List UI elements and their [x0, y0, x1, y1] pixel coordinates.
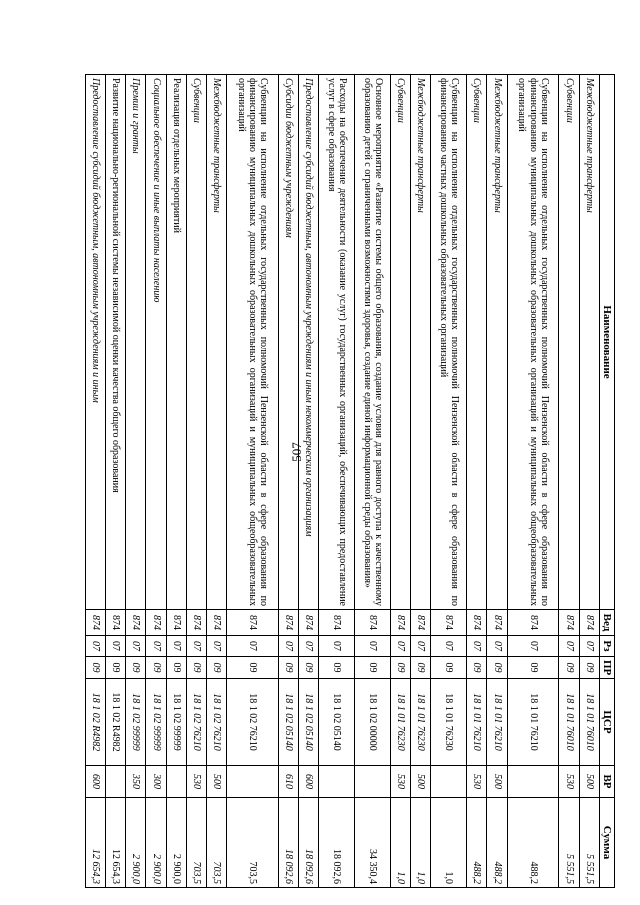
cell-ved: 874: [467, 610, 487, 636]
cell-sum: 488,2: [507, 798, 559, 888]
table-row: [226, 75, 278, 888]
table-row: [559, 75, 579, 888]
cell-sum: 703,5: [226, 798, 278, 888]
cell-rz: 07: [467, 636, 487, 657]
cell-csr: 18 1 01 76230: [411, 679, 431, 766]
cell-ved: 874: [391, 610, 411, 636]
cell-ved: 874: [298, 610, 318, 636]
cell-rz: 07: [507, 636, 559, 657]
cell-rz: 07: [431, 636, 467, 657]
cell-vr: [319, 766, 355, 798]
cell-vr: 300: [146, 766, 166, 798]
cell-vr: [355, 766, 391, 798]
cell-pr: 09: [206, 657, 226, 679]
cell-sum: 2 900,0: [166, 798, 186, 888]
cell-name: Предоставление субсидий бюджетным, автономным учреждениям и иным: [86, 75, 106, 610]
table-row: [106, 75, 126, 888]
cell-ved: 874: [186, 610, 206, 636]
cell-ved: 874: [431, 610, 467, 636]
cell-csr: 18 1 01 76230: [391, 679, 411, 766]
cell-rz: 07: [186, 636, 206, 657]
cell-vr: [507, 766, 559, 798]
cell-vr: 530: [186, 766, 206, 798]
cell-csr: 18 1 01 76210: [467, 679, 487, 766]
cell-ved: 874: [106, 610, 126, 636]
budget-table: [85, 74, 615, 888]
cell-name: Субвенции: [559, 75, 579, 610]
cell-vr: 500: [206, 766, 226, 798]
cell-ved: 874: [86, 610, 106, 636]
cell-name: Субсидии бюджетным учреждениям: [278, 75, 298, 610]
cell-pr: 09: [298, 657, 318, 679]
cell-rz: 07: [579, 636, 599, 657]
cell-csr: 18 1 01 76010: [559, 679, 579, 766]
cell-sum: 703,5: [206, 798, 226, 888]
cell-name: Субвенции на исполнение отдельных государственных полномочий Пензенской области в сфере образования по финансированию муниципальных дошкольных образовательных организаций и муниципальных общеобразовательных организаций: [507, 75, 559, 610]
cell-pr: 09: [106, 657, 126, 679]
cell-name: Межбюджетные трансферты: [411, 75, 431, 610]
header-name: Наименование: [599, 75, 614, 610]
cell-csr: 18 1 02 R4982: [86, 679, 106, 766]
cell-rz: 07: [355, 636, 391, 657]
cell-pr: 09: [431, 657, 467, 679]
cell-csr: 18 1 02 99999: [166, 679, 186, 766]
cell-vr: 600: [298, 766, 318, 798]
cell-pr: 09: [319, 657, 355, 679]
cell-vr: [166, 766, 186, 798]
cell-name: Субвенции на исполнение отдельных государственных полномочий Пензенской области в сфере образования по финансированию частных дошкольных образовательных организаций: [431, 75, 467, 610]
cell-vr: 500: [487, 766, 507, 798]
cell-rz: 07: [319, 636, 355, 657]
cell-pr: 09: [507, 657, 559, 679]
cell-name: Основное мероприятие «Развитие системы общего образования, создание условия для равного доступа к качественному образованию детей с ограниченными возможностями здоровья, создание единой информационной среды образования»: [355, 75, 391, 610]
cell-ved: 874: [166, 610, 186, 636]
cell-rz: 07: [146, 636, 166, 657]
cell-rz: 07: [278, 636, 298, 657]
table-row: [487, 75, 507, 888]
cell-vr: 530: [391, 766, 411, 798]
cell-csr: 18 1 02 99999: [146, 679, 166, 766]
cell-name: Субвенции: [467, 75, 487, 610]
cell-sum: 12 654,3: [106, 798, 126, 888]
cell-sum: 12 654,3: [86, 798, 106, 888]
cell-sum: 1,0: [431, 798, 467, 888]
cell-sum: 18 092,6: [278, 798, 298, 888]
cell-rz: 07: [226, 636, 278, 657]
cell-rz: 07: [391, 636, 411, 657]
cell-name: Развитие национально-региональной системы независимой оценки качества общего образования: [106, 75, 126, 610]
cell-csr: 18 1 02 05140: [298, 679, 318, 766]
header-sum: Сумма: [599, 798, 614, 888]
cell-rz: 07: [206, 636, 226, 657]
cell-ved: 874: [559, 610, 579, 636]
cell-pr: 09: [355, 657, 391, 679]
cell-name: Межбюджетные трансферты: [487, 75, 507, 610]
cell-csr: 18 1 02 76210: [186, 679, 206, 766]
cell-ved: 874: [226, 610, 278, 636]
cell-csr: 18 1 01 76010: [579, 679, 599, 766]
cell-csr: 18 1 01 76210: [507, 679, 559, 766]
header-pr: ПР: [599, 657, 614, 679]
cell-pr: 09: [186, 657, 206, 679]
cell-ved: 874: [319, 610, 355, 636]
table-row: [411, 75, 431, 888]
cell-sum: 18 092,6: [298, 798, 318, 888]
table-row: [126, 75, 146, 888]
table-row: [206, 75, 226, 888]
cell-rz: 07: [126, 636, 146, 657]
cell-csr: 18 1 02 76210: [226, 679, 278, 766]
cell-name: Субвенции на исполнение отдельных государственных полномочий Пензенской области в сфере образования по финансированию муниципальных дошкольных образовательных организаций и муниципальных общеобразовательных организаций: [226, 75, 278, 610]
cell-vr: [226, 766, 278, 798]
table-row: [431, 75, 467, 888]
cell-vr: 530: [559, 766, 579, 798]
cell-pr: 09: [411, 657, 431, 679]
cell-vr: 610: [278, 766, 298, 798]
cell-vr: 500: [411, 766, 431, 798]
cell-name: Премии и гранты: [126, 75, 146, 610]
table-row: [86, 75, 106, 888]
cell-name: Социальное обеспечение и иные выплаты населению: [146, 75, 166, 610]
table-row: [391, 75, 411, 888]
cell-sum: 703,5: [186, 798, 206, 888]
table-header-row: [599, 75, 614, 888]
cell-sum: 18 092,6: [319, 798, 355, 888]
cell-rz: 07: [86, 636, 106, 657]
cell-pr: 09: [579, 657, 599, 679]
cell-vr: 350: [126, 766, 146, 798]
cell-pr: 09: [559, 657, 579, 679]
header-csr: ЦСР: [599, 679, 614, 766]
table-row: [298, 75, 318, 888]
cell-csr: 18 1 02 76210: [206, 679, 226, 766]
cell-sum: 2 900,0: [146, 798, 166, 888]
cell-pr: 09: [166, 657, 186, 679]
table-body: [86, 75, 600, 888]
cell-sum: 488,2: [487, 798, 507, 888]
table-row: [146, 75, 166, 888]
cell-pr: 09: [487, 657, 507, 679]
table-row: [355, 75, 391, 888]
table-row: [278, 75, 298, 888]
cell-ved: 874: [507, 610, 559, 636]
table-row: [319, 75, 355, 888]
cell-csr: 18 1 02 05140: [278, 679, 298, 766]
cell-sum: 1,0: [411, 798, 431, 888]
table-row: [507, 75, 559, 888]
cell-ved: 874: [355, 610, 391, 636]
cell-csr: 18 1 01 76210: [487, 679, 507, 766]
header-rz: Рз: [599, 636, 614, 657]
cell-rz: 07: [106, 636, 126, 657]
cell-pr: 09: [146, 657, 166, 679]
budget-table-rotated: [85, 74, 615, 887]
table-row: [467, 75, 487, 888]
cell-csr: 18 1 02 05140: [319, 679, 355, 766]
cell-sum: 2 900,0: [126, 798, 146, 888]
cell-name: Расходы на обеспечение деятельности (оказание услуг) государственных организаций, обеспечивающих предоставление услуг в сфере образования: [319, 75, 355, 610]
cell-vr: 530: [467, 766, 487, 798]
header-ved: Вед: [599, 610, 614, 636]
cell-vr: [431, 766, 467, 798]
cell-pr: 09: [126, 657, 146, 679]
table-row: [166, 75, 186, 888]
cell-pr: 09: [391, 657, 411, 679]
cell-rz: 07: [298, 636, 318, 657]
cell-sum: 1,0: [391, 798, 411, 888]
cell-name: Субвенции: [186, 75, 206, 610]
cell-pr: 09: [86, 657, 106, 679]
cell-name: Реализация отдельных мероприятий: [166, 75, 186, 610]
cell-csr: 18 1 02 00000: [355, 679, 391, 766]
cell-rz: 07: [559, 636, 579, 657]
cell-sum: 34 350,4: [355, 798, 391, 888]
cell-rz: 07: [411, 636, 431, 657]
cell-csr: 18 1 01 76230: [431, 679, 467, 766]
table-row: [186, 75, 206, 888]
cell-name: Предоставление субсидий бюджетным, автономным учреждениям и иным некоммерческим организациям: [298, 75, 318, 610]
cell-vr: 600: [86, 766, 106, 798]
cell-sum: 5 551,5: [559, 798, 579, 888]
cell-name: Межбюджетные трансферты: [579, 75, 599, 610]
cell-ved: 874: [206, 610, 226, 636]
header-vr: ВР: [599, 766, 614, 798]
cell-pr: 09: [467, 657, 487, 679]
cell-sum: 488,2: [467, 798, 487, 888]
cell-csr: 18 1 02 99999: [126, 679, 146, 766]
cell-ved: 874: [487, 610, 507, 636]
cell-ved: 874: [126, 610, 146, 636]
cell-sum: 5 551,5: [579, 798, 599, 888]
cell-name: Межбюджетные трансферты: [206, 75, 226, 610]
cell-name: Субвенции: [391, 75, 411, 610]
table-row: [579, 75, 599, 888]
cell-ved: 874: [411, 610, 431, 636]
cell-csr: 18 1 02 R4982: [106, 679, 126, 766]
cell-vr: 500: [579, 766, 599, 798]
cell-rz: 07: [487, 636, 507, 657]
cell-ved: 874: [146, 610, 166, 636]
cell-ved: 874: [579, 610, 599, 636]
cell-vr: [106, 766, 126, 798]
cell-ved: 874: [278, 610, 298, 636]
cell-pr: 09: [226, 657, 278, 679]
cell-pr: 09: [278, 657, 298, 679]
page-number: 507: [289, 442, 304, 462]
cell-rz: 07: [166, 636, 186, 657]
